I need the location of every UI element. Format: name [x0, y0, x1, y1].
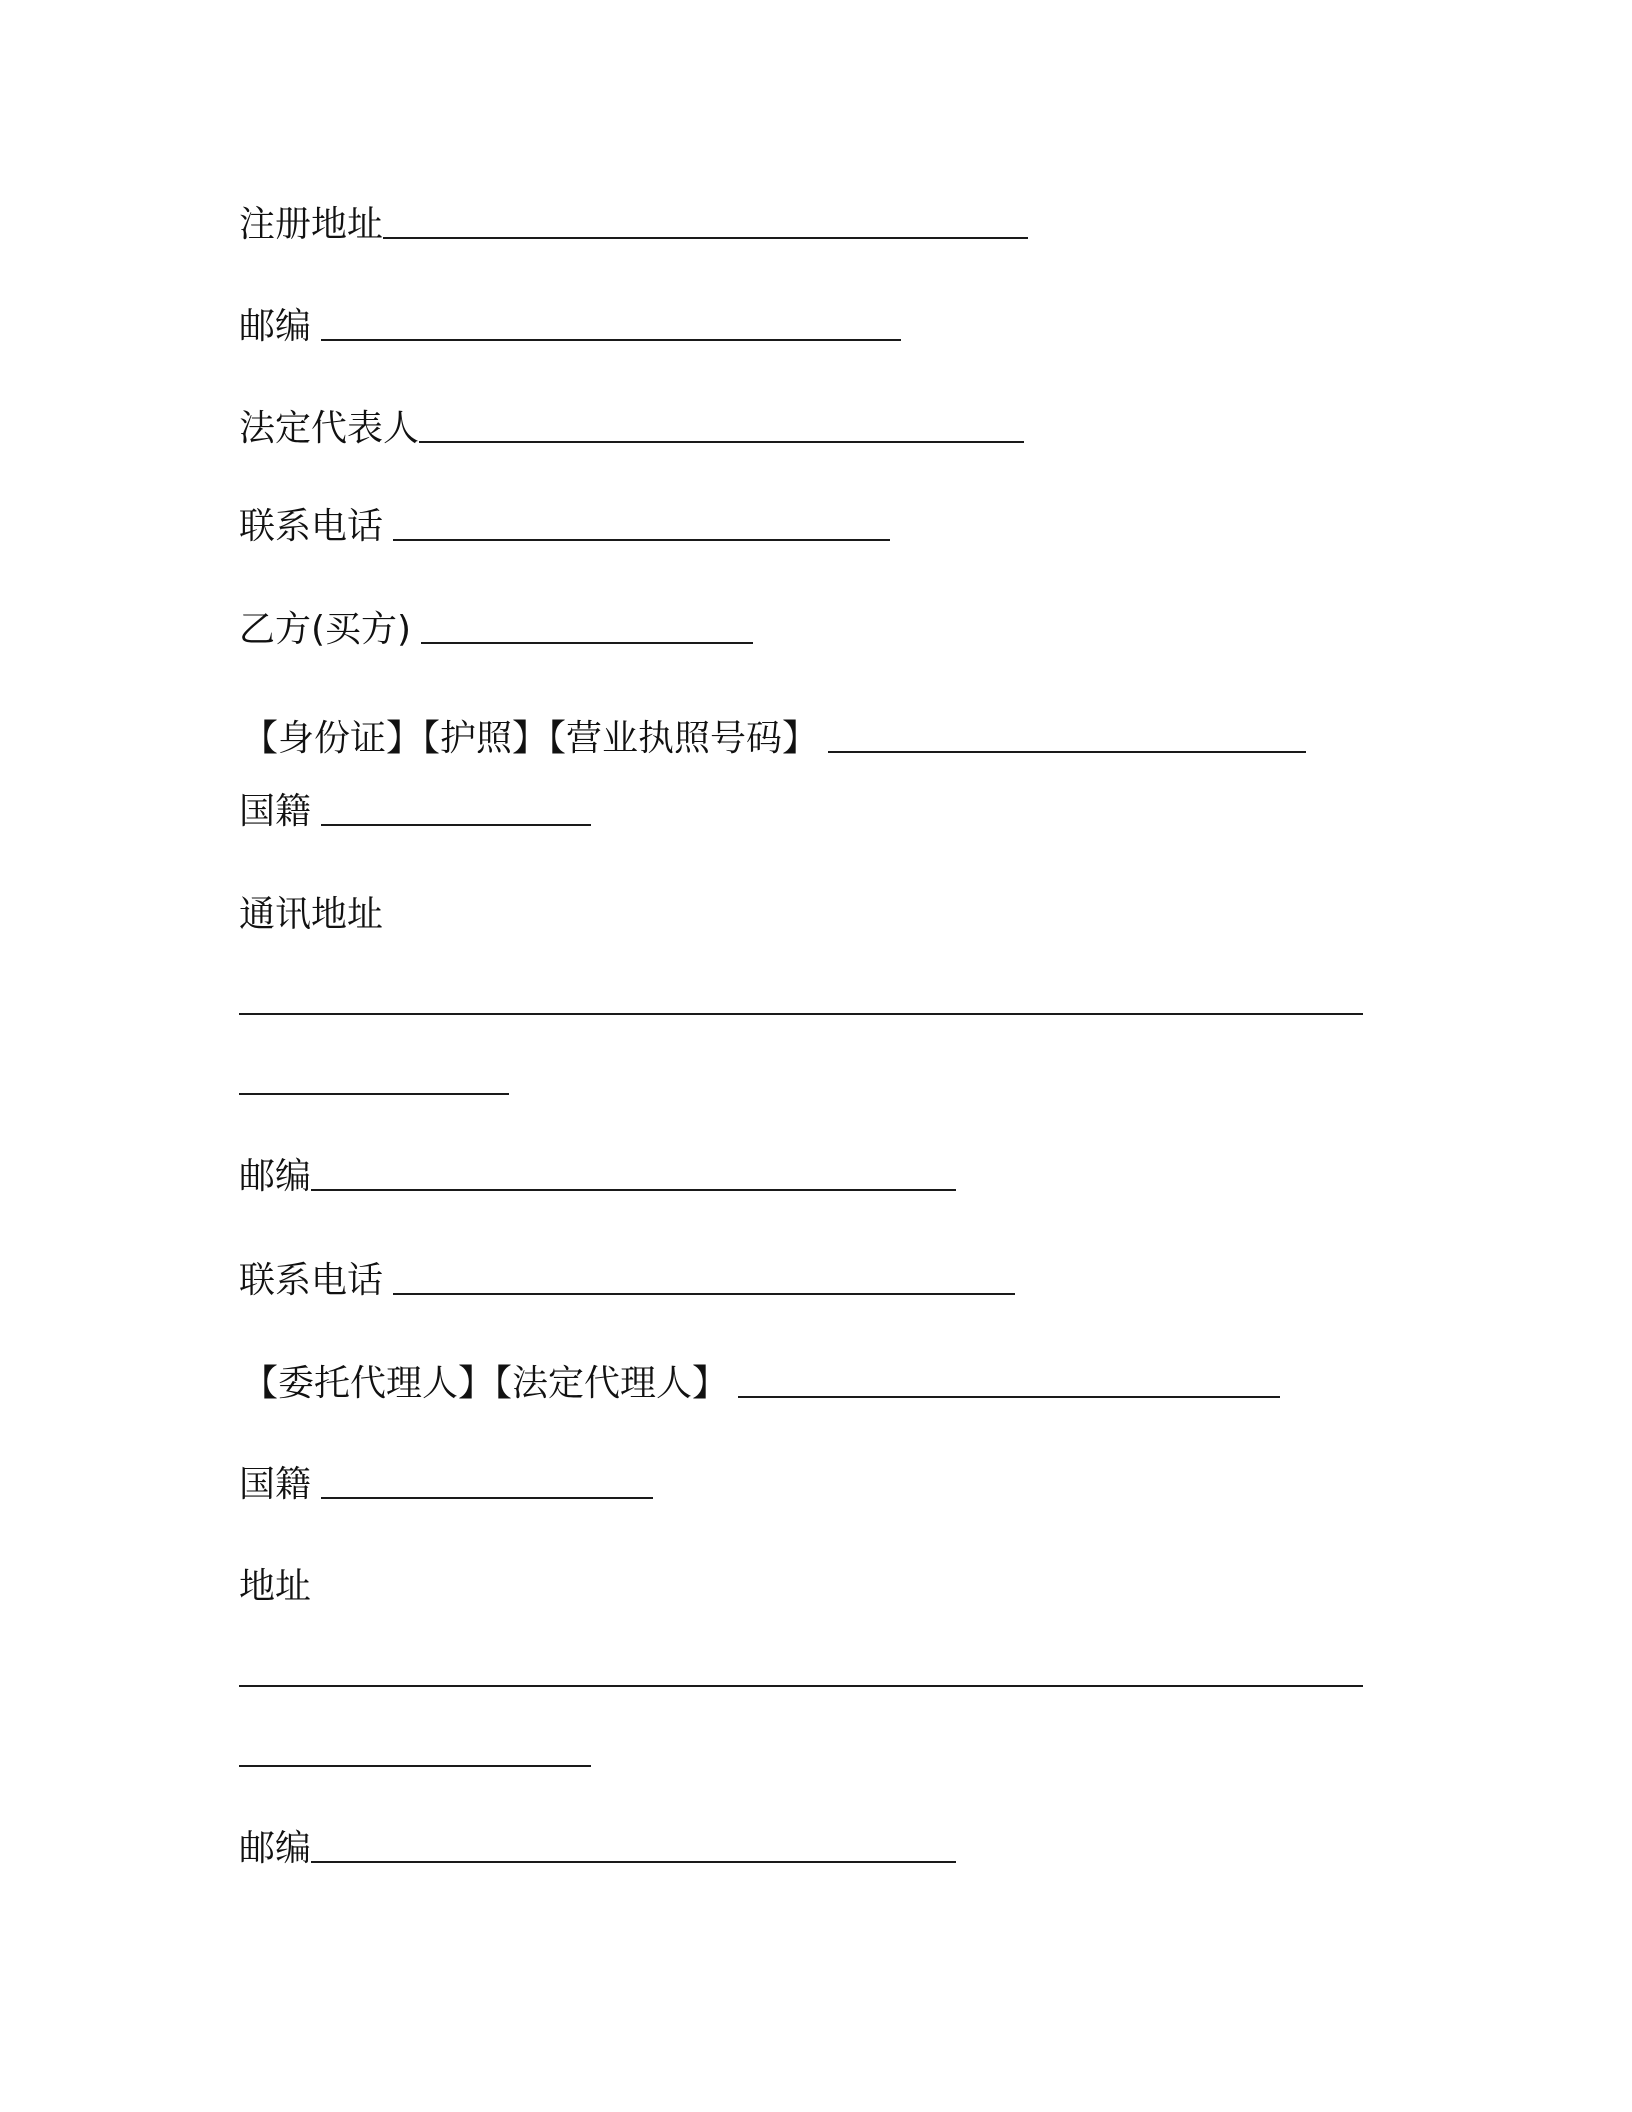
- registered-address-row: [239, 198, 1028, 248]
- registered-address-blank[interactable]: [383, 236, 1028, 239]
- phone-label-1: 联系电话: [239, 506, 384, 547]
- phone-blank-1[interactable]: [393, 538, 890, 541]
- id-number-blank[interactable]: [828, 750, 1306, 753]
- party-b-blank[interactable]: [421, 641, 753, 644]
- party-b-row: [239, 603, 753, 653]
- id-type-row: [242, 712, 1306, 762]
- postcode-label-3: 邮编: [239, 1828, 312, 1869]
- mailing-address-blank-1[interactable]: [239, 1013, 1363, 1015]
- postcode-blank-3[interactable]: [311, 1860, 956, 1863]
- nationality-label-2: 国籍: [239, 1464, 312, 1505]
- nationality-blank-1[interactable]: [321, 823, 591, 826]
- postcode-blank-2[interactable]: [311, 1188, 956, 1191]
- address-blank-1[interactable]: [239, 1685, 1363, 1687]
- postcode-blank-1[interactable]: [321, 338, 901, 341]
- agent-label: 【委托代理人】【法定代理人】: [242, 1363, 729, 1404]
- nationality-blank-2[interactable]: [321, 1496, 653, 1499]
- legal-rep-label: 法定代表人: [239, 408, 420, 449]
- legal-rep-row: [239, 402, 1024, 452]
- phone-row-1: [239, 500, 890, 550]
- party-b-label: 乙方(买方): [239, 609, 412, 650]
- address-row: [239, 1560, 311, 1610]
- agent-blank[interactable]: [738, 1395, 1280, 1398]
- legal-rep-blank[interactable]: [419, 440, 1024, 443]
- nationality-label-1: 国籍: [239, 791, 312, 832]
- postcode-row-3: [239, 1822, 956, 1872]
- nationality-row-2: [239, 1458, 653, 1508]
- postcode-row-1: [239, 300, 901, 350]
- agent-row: [242, 1357, 1280, 1407]
- address-label: 地址: [239, 1566, 312, 1607]
- phone-label-2: 联系电话: [239, 1260, 384, 1301]
- postcode-row-2: [239, 1150, 956, 1200]
- postcode-label-1: 邮编: [239, 306, 312, 347]
- mailing-address-blank-2[interactable]: [239, 1093, 509, 1095]
- phone-blank-2[interactable]: [393, 1292, 1015, 1295]
- registered-address-label: 注册地址: [239, 204, 384, 245]
- mailing-address-row: [239, 888, 383, 938]
- mailing-address-label: 通讯地址: [239, 894, 384, 935]
- nationality-row-1: [239, 785, 591, 835]
- id-type-label: 【身份证】【护照】【营业执照号码】: [242, 718, 819, 759]
- postcode-label-2: 邮编: [239, 1156, 312, 1197]
- address-blank-2[interactable]: [239, 1765, 591, 1767]
- phone-row-2: [239, 1254, 1015, 1304]
